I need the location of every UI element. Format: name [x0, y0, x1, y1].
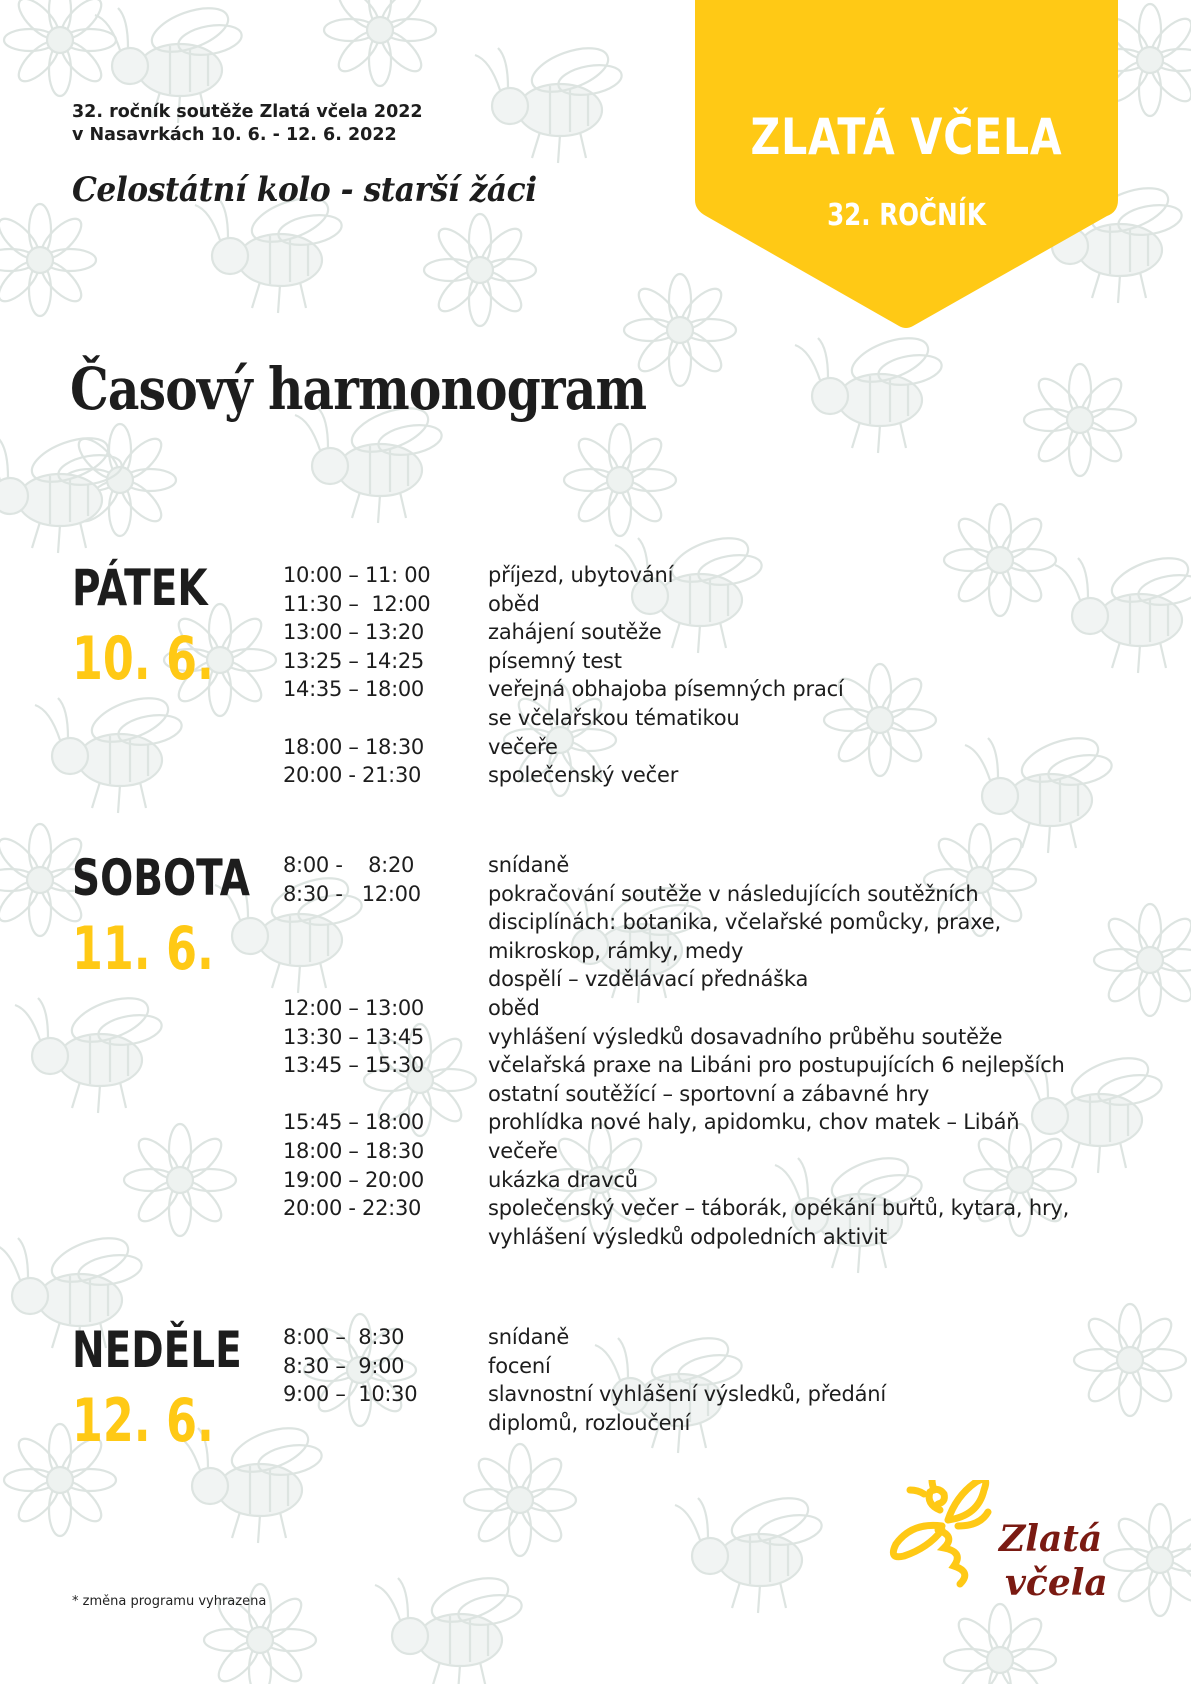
zlata-vcela-logo: [882, 1470, 1122, 1620]
row-activity: mikroskop, rámky, medy: [488, 938, 744, 963]
day-name: PÁTEK: [72, 559, 208, 617]
footnote: * změna programu vyhrazena: [72, 1594, 267, 1609]
schedule-row: [283, 908, 1069, 937]
row-time: [283, 965, 488, 994]
schedule-row: [283, 1323, 886, 1352]
row-time: 13:25 – 14:25: [283, 648, 424, 673]
row-time: 8:30 – 9:00: [283, 1353, 405, 1378]
row-activity: zahájení soutěže: [488, 620, 662, 645]
schedule-row: [283, 618, 844, 647]
intro-line-1: 32. ročník soutěže Zlatá včela 2022: [72, 102, 423, 122]
schedule-row: [283, 1223, 1069, 1252]
row-time: 8:00 - 8:20: [283, 853, 415, 877]
row-time: [283, 1080, 488, 1109]
row-time: 8:00 – 8:30: [283, 1325, 405, 1349]
row-activity: ukázka dravců: [488, 1167, 638, 1192]
schedule-row: [283, 1352, 886, 1381]
day-date: 12. 6.: [72, 1386, 214, 1456]
row-time: 15:45 – 18:00: [283, 1110, 424, 1135]
schedule-row: [283, 561, 844, 590]
day-date: 11. 6.: [72, 914, 214, 984]
row-time: [283, 704, 488, 733]
schedule-row: [283, 1194, 1069, 1223]
day-sunday: [72, 1322, 290, 1454]
row-activity: dospělí – vzdělávací přednáška: [488, 967, 809, 992]
row-activity: disciplínách: botanika, včelařské pomůcky, praxe,: [488, 910, 1001, 935]
schedule-row: [283, 994, 1069, 1023]
schedule-sunday: [283, 1323, 886, 1437]
banner-subtitle: 32. ROČNÍK: [827, 198, 986, 233]
schedule-row: [283, 675, 844, 704]
row-time: 13:30 – 13:45: [283, 1024, 424, 1049]
row-activity: se včelařskou tématikou: [488, 705, 740, 730]
schedule-row: [283, 937, 1069, 966]
row-activity: oběd: [488, 995, 540, 1020]
schedule-row: [283, 1166, 1069, 1195]
banner-title: ZLATÁ VČELA: [750, 108, 1063, 166]
day-saturday: [72, 850, 300, 982]
row-activity: ostatní soutěžící – sportovní a zábavné hry: [488, 1081, 930, 1106]
row-activity: společenský večer: [488, 763, 679, 788]
row-activity: večeře: [488, 734, 558, 759]
schedule-row: [283, 1080, 1069, 1109]
row-time: 20:00 - 22:30: [283, 1196, 422, 1221]
intro-line-2: v Nasavrkách 10. 6. - 12. 6. 2022: [72, 125, 397, 145]
row-activity: večeře: [488, 1138, 558, 1163]
event-banner: [695, 0, 1118, 330]
row-activity: snídaně: [488, 1325, 570, 1349]
row-time: 18:00 – 18:30: [283, 1138, 424, 1163]
schedule-row: [283, 590, 844, 619]
row-activity: vyhlášení výsledků dosavadního průběhu soutěže: [488, 1024, 1003, 1049]
row-time: 10:00 – 11: 00: [283, 563, 431, 587]
schedule-row: [283, 704, 844, 733]
logo-text-line-1: Zlatá: [999, 1518, 1103, 1560]
bee-icon: [882, 1480, 1012, 1590]
schedule-row: [283, 647, 844, 676]
schedule-row: [283, 1051, 1069, 1080]
event-intro: [72, 101, 423, 147]
row-time: 11:30 – 12:00: [283, 591, 431, 616]
row-time: 9:00 – 10:30: [283, 1382, 418, 1407]
schedule-row: [283, 733, 844, 762]
logo-text-line-2: včela: [1005, 1562, 1108, 1604]
row-activity: příjezd, ubytování: [488, 563, 674, 587]
row-time: [283, 908, 488, 937]
competition-round: Celostátní kolo - starší žáci: [72, 170, 537, 210]
row-activity: společenský večer – táborák, opékání buřtů, kytara, hry,: [488, 1196, 1070, 1221]
row-activity: vyhlášení výsledků odpoledních aktivit: [488, 1224, 888, 1249]
schedule-row: [283, 965, 1069, 994]
row-activity: focení: [488, 1353, 551, 1378]
schedule-row: [283, 1023, 1069, 1052]
row-time: [283, 937, 488, 966]
day-friday: [72, 560, 264, 692]
schedule-row: [283, 1380, 886, 1409]
row-activity: prohlídka nové haly, apidomku, chov matek – Libáň: [488, 1110, 1020, 1135]
row-time: 13:45 – 15:30: [283, 1053, 424, 1078]
row-time: 12:00 – 13:00: [283, 995, 424, 1020]
day-date: 10. 6.: [72, 624, 214, 694]
schedule-row: [283, 1108, 1069, 1137]
row-activity: písemný test: [488, 648, 622, 673]
schedule-row: [283, 880, 1069, 909]
row-time: [283, 1223, 488, 1252]
schedule-friday: [283, 561, 844, 790]
page-title: Časový harmonogram: [70, 355, 647, 423]
row-time: 14:35 – 18:00: [283, 677, 424, 702]
schedule-saturday: [283, 851, 1069, 1251]
row-time: 19:00 – 20:00: [283, 1167, 424, 1192]
row-activity: veřejná obhajoba písemných prací: [488, 677, 844, 702]
row-time: 8:30 - 12:00: [283, 881, 421, 906]
day-name: NEDĚLE: [72, 1321, 242, 1379]
row-time: [283, 1409, 488, 1438]
row-activity: oběd: [488, 591, 540, 616]
row-time: 18:00 – 18:30: [283, 734, 424, 759]
schedule-row: [283, 1137, 1069, 1166]
row-time: 20:00 - 21:30: [283, 763, 422, 788]
schedule-row: [283, 1409, 886, 1438]
row-activity: snídaně: [488, 853, 570, 877]
row-time: 13:00 – 13:20: [283, 620, 424, 645]
row-activity: pokračování soutěže v následujících soutěžních: [488, 881, 979, 906]
row-activity: diplomů, rozloučení: [488, 1410, 691, 1435]
day-name: SOBOTA: [72, 849, 250, 907]
row-activity: slavnostní vyhlášení výsledků, předání: [488, 1382, 886, 1407]
row-activity: včelařská praxe na Libáni pro postupujících 6 nejlepších: [488, 1053, 1065, 1078]
schedule-row: [283, 851, 1069, 880]
schedule-row: [283, 761, 844, 790]
